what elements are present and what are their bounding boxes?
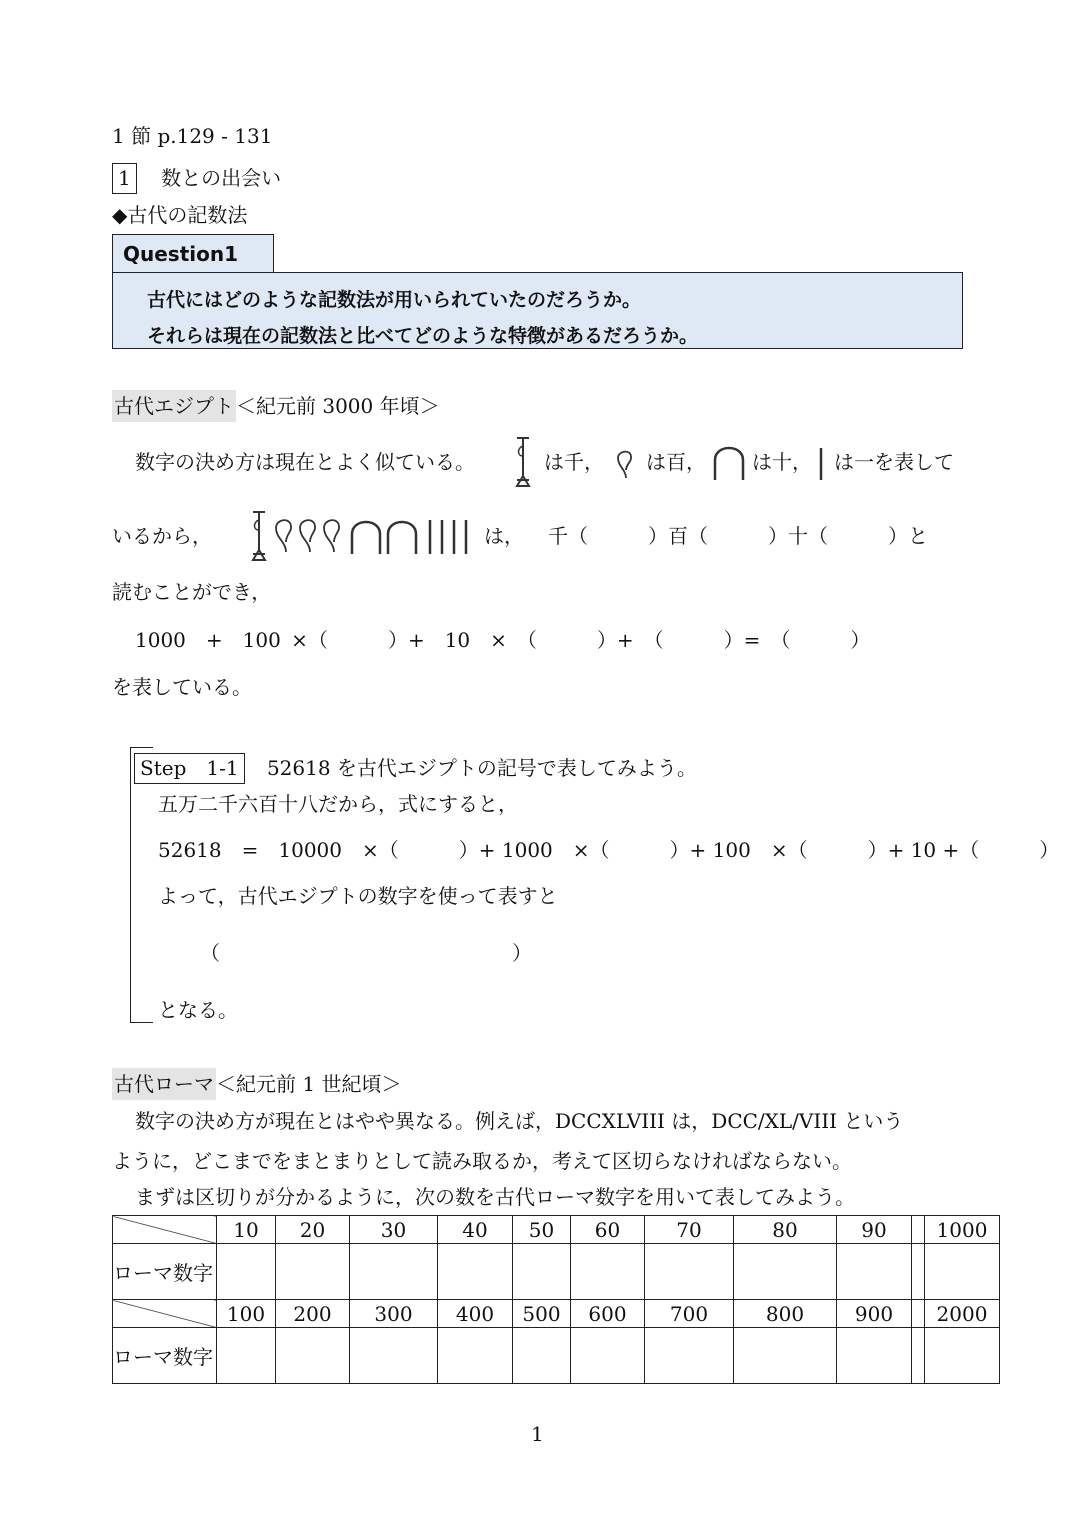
answer-cell[interactable] <box>350 1328 438 1384</box>
egypt-intro: 数字の決め方は現在とよく似ている。 <box>135 450 475 474</box>
question-line-1: 古代にはどのような記数法が用いられていたのだろうか。 <box>147 289 642 311</box>
table-header-cell: 100 <box>217 1300 276 1328</box>
table-spacer-cell <box>912 1328 925 1384</box>
answer-cell[interactable] <box>513 1244 571 1300</box>
egypt-line3: 読むことができ， <box>112 580 272 604</box>
table-header-cell: 800 <box>734 1300 837 1328</box>
egypt-equation: 1000 + 100 ×（ ）+ 10 × （ ）+ （ ）= （ ） <box>135 628 871 652</box>
question-box <box>112 272 963 349</box>
step-close-paren: ） <box>512 941 532 965</box>
table-header-cell: 400 <box>438 1300 513 1328</box>
answer-cell[interactable] <box>571 1244 645 1300</box>
egypt-heading-line <box>112 396 440 416</box>
step-open-paren: （ <box>200 941 220 965</box>
step-bracket <box>130 747 155 1023</box>
table-spacer-cell <box>912 1300 925 1328</box>
answer-cell[interactable] <box>438 1328 513 1384</box>
topic-heading: ◆古代の記数法 <box>112 203 248 227</box>
diagonal-cell <box>113 1216 217 1244</box>
page-number: 1 <box>531 1422 544 1446</box>
answer-cell[interactable] <box>734 1244 837 1300</box>
one-text: は一を表して <box>834 450 954 474</box>
table-header-cell: 600 <box>571 1300 645 1328</box>
arch-ten-icon <box>712 442 746 482</box>
step-line3: よって，古代エジプトの数字を使って表すと <box>158 884 558 908</box>
table-header-cell: 300 <box>350 1300 438 1328</box>
step-heading <box>134 758 697 778</box>
roman-numeral-table <box>112 1215 1000 1384</box>
section-reference: 1 節 p.129 - 131 <box>112 124 273 148</box>
rome-paragraph-3: まずは区切りが分かるように，次の数を古代ローマ数字を用いて表してみよう。 <box>135 1185 855 1209</box>
row-label: ローマ数字 <box>113 1328 217 1384</box>
step-title: 52618 を古代エジプトの記号で表してみよう。 <box>266 756 697 780</box>
egypt-line2-wa: は， <box>484 524 524 548</box>
answer-cell[interactable] <box>276 1244 350 1300</box>
question-tab: Question1 <box>112 234 274 272</box>
thousand-text: は千， <box>544 450 604 474</box>
egypt-era: ＜紀元前 3000 年頃＞ <box>236 394 440 418</box>
table-answer-row-2 <box>113 1328 1000 1384</box>
question-line-2: それらは現在の記数法と比べてどのような特徴があるだろうか。 <box>147 325 699 347</box>
table-header-row-2 <box>113 1300 1000 1328</box>
answer-cell[interactable] <box>645 1244 734 1300</box>
answer-cell[interactable] <box>513 1328 571 1384</box>
diagonal-cell <box>113 1300 217 1328</box>
table-header-cell: 30 <box>350 1216 438 1244</box>
table-spacer-cell <box>912 1216 925 1244</box>
table-header-cell: 70 <box>645 1216 734 1244</box>
answer-cell[interactable] <box>734 1328 837 1384</box>
answer-cell[interactable] <box>925 1328 1000 1384</box>
table-header-cell: 200 <box>276 1300 350 1328</box>
answer-cell[interactable] <box>217 1244 276 1300</box>
row-label: ローマ数字 <box>113 1244 217 1300</box>
answer-cell[interactable] <box>571 1328 645 1384</box>
table-header-cell: 90 <box>837 1216 912 1244</box>
step-label: Step 1-1 <box>134 753 245 784</box>
table-header-cell: 50 <box>513 1216 571 1244</box>
table-header-cell: 10 <box>217 1216 276 1244</box>
answer-cell[interactable] <box>276 1328 350 1384</box>
answer-cell[interactable] <box>438 1244 513 1300</box>
lotus-thousand-icon <box>512 434 536 488</box>
answer-cell[interactable] <box>837 1244 912 1300</box>
table-header-cell: 700 <box>645 1300 734 1328</box>
table-header-cell: 80 <box>734 1216 837 1244</box>
egypt-line2-blanks: 千（ ）百（ ）十（ ）と <box>548 524 928 548</box>
table-header-row-1 <box>113 1216 1000 1244</box>
table-header-cell: 2000 <box>925 1300 1000 1328</box>
stroke-one-icon <box>816 446 826 482</box>
rome-paragraph-1: 数字の決め方が現在とはやや異なる。例えば，DCCXLVIII は，DCC/XL/VIII という <box>135 1109 904 1133</box>
rome-paragraph-2: ように，どこまでをまとまりとして読み取るか，考えて区切らなければならない。 <box>112 1149 852 1173</box>
subsection-number: 1 <box>112 163 137 194</box>
subsection-heading <box>112 168 281 188</box>
rome-heading: 古代ローマ <box>112 1068 216 1100</box>
rome-era: ＜紀元前 1 世紀頃＞ <box>216 1072 402 1096</box>
answer-cell[interactable] <box>837 1328 912 1384</box>
table-header-cell: 1000 <box>925 1216 1000 1244</box>
table-answer-row-1 <box>113 1244 1000 1300</box>
answer-cell[interactable] <box>350 1244 438 1300</box>
hundred-text: は百， <box>646 450 706 474</box>
table-header-cell: 60 <box>571 1216 645 1244</box>
answer-cell[interactable] <box>645 1328 734 1384</box>
table-header-cell: 20 <box>276 1216 350 1244</box>
table-header-cell: 500 <box>513 1300 571 1328</box>
step-line5: となる。 <box>158 998 238 1022</box>
answer-cell[interactable] <box>217 1328 276 1384</box>
coil-hundred-icon <box>614 446 636 482</box>
answer-cell[interactable] <box>925 1244 1000 1300</box>
step-equation: 52618 = 10000 ×（ ）+ 1000 ×（ ）+ 100 ×（ ）+ 10 +（ ） <box>158 838 1060 862</box>
table-spacer-cell <box>912 1244 925 1300</box>
ten-text: は十， <box>752 450 812 474</box>
rome-heading-line <box>112 1074 401 1094</box>
egypt-line2-start: いるから， <box>112 524 212 548</box>
step-line1: 五万二千六百十八だから，式にすると， <box>158 792 518 816</box>
egypt-line5: を表している。 <box>112 675 252 699</box>
table-header-cell: 900 <box>837 1300 912 1328</box>
hieroglyph-numeral-icon <box>248 508 480 564</box>
table-header-cell: 40 <box>438 1216 513 1244</box>
subsection-title: 数との出会い <box>161 166 282 190</box>
egypt-heading: 古代エジプト <box>112 390 236 422</box>
